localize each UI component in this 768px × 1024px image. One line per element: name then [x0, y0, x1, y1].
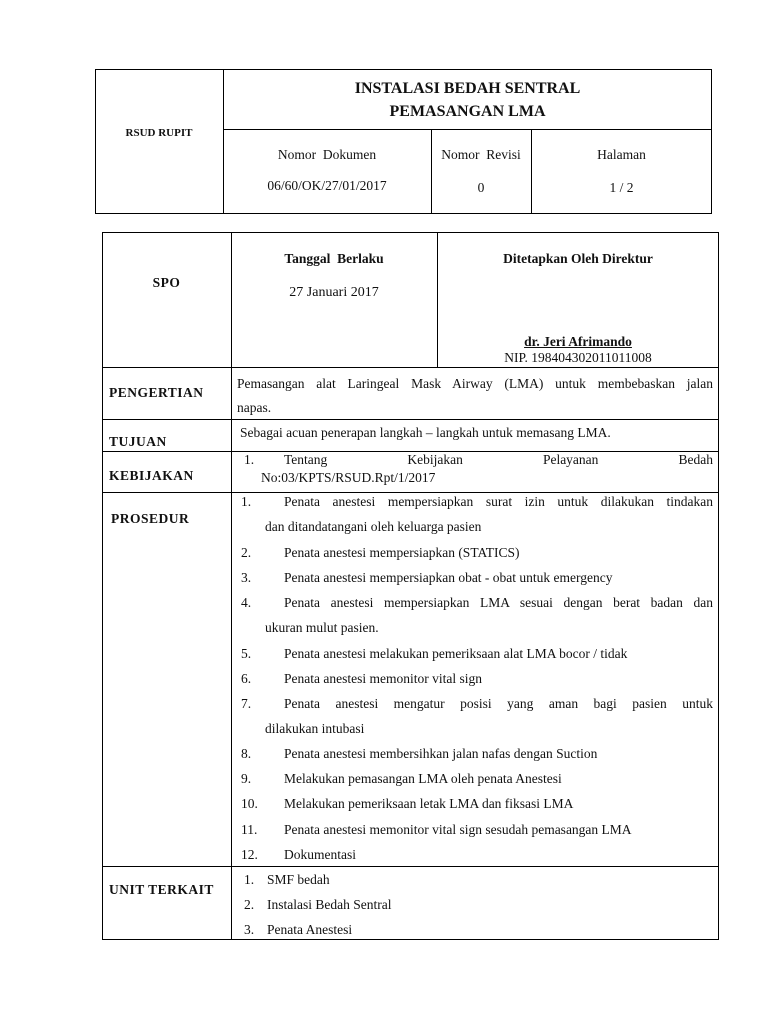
- revision-value: 0: [477, 180, 485, 195]
- spo-label: SPO: [152, 275, 181, 290]
- list-item: 5.: [241, 646, 252, 661]
- list-item-text: Melakukan pemasangan LMA oleh penata Anestesi: [284, 771, 562, 786]
- pengertian-text-line1: Pemasangan alat Laringeal Mask Airway (LMA) untuk membebaskan jalan: [237, 376, 713, 391]
- kebijakan-label: KEBIJAKAN: [109, 468, 194, 483]
- pengertian-label: PENGERTIAN: [109, 385, 204, 400]
- doc-number-value: 06/60/OK/27/01/2017: [267, 178, 387, 193]
- kebijakan-text-line1: [284, 452, 713, 468]
- approved-by-label: Ditetapkan Oleh Direktur: [503, 251, 653, 266]
- list-item: 3. Penata Anestesi: [244, 922, 353, 937]
- list-item-text: Penata anestesi mempersiapkan LMA sesuai dengan berat badan dan: [284, 595, 713, 610]
- doc-number-label: Nomor Dokumen: [277, 147, 377, 162]
- list-item: 11.: [241, 822, 258, 837]
- list-item-text: dan ditandatangani oleh keluarga pasien: [265, 519, 482, 534]
- list-item: 8.: [241, 746, 252, 761]
- revision-label: Nomor Revisi: [441, 147, 521, 162]
- list-item: 9.: [241, 771, 252, 786]
- director-name: dr. Jeri Afrimando: [524, 334, 632, 349]
- list-item-text: dilakukan intubasi: [265, 721, 365, 736]
- effective-date-label: Tanggal Berlaku: [284, 251, 384, 266]
- list-item-text: Penata anestesi memonitor vital sign sesudah pemasangan LMA: [284, 822, 632, 837]
- list-item-text: Penata anestesi melakukan pemeriksaan alat LMA bocor / tidak: [284, 646, 628, 661]
- effective-date-value: 27 Januari 2017: [289, 285, 379, 300]
- tujuan-text: Sebagai acuan penerapan langkah – langkah untuk memasang LMA.: [240, 425, 611, 440]
- list-item: 2. Instalasi Bedah Sentral: [244, 897, 392, 912]
- document-title: PEMASANGAN LMA: [389, 103, 546, 120]
- list-item-text: Penata anestesi memonitor vital sign: [284, 671, 482, 686]
- kebijakan-word: Kebijakan: [407, 452, 463, 467]
- page-label: Halaman: [597, 147, 646, 162]
- list-item-text: Penata anestesi membersihkan jalan nafas dengan Suction: [284, 746, 598, 761]
- unit-terkait-label: UNIT TERKAIT: [109, 882, 214, 897]
- list-item: 2.: [241, 545, 252, 560]
- list-item: 10.: [241, 796, 258, 811]
- list-item-text: Dokumentasi: [284, 847, 356, 862]
- list-item-text: Penata anestesi mempersiapkan obat - obat untuk emergency: [284, 570, 613, 585]
- list-item: 3.: [241, 570, 252, 585]
- list-item: 6.: [241, 671, 252, 686]
- director-nip: NIP. 198404302011011008: [504, 350, 652, 365]
- list-item: 4.: [241, 595, 252, 610]
- kebijakan-number: 1.: [244, 452, 255, 467]
- list-item-text: Penata anestesi mengatur posisi yang aman bagi pasien untuk: [284, 696, 713, 711]
- list-item-text: Melakukan pemeriksaan letak LMA dan fiksasi LMA: [284, 796, 574, 811]
- list-item: 12.: [241, 847, 258, 862]
- kebijakan-text-line2: No:03/KPTS/RSUD.Rpt/1/2017: [261, 470, 436, 485]
- kebijakan-word: Tentang: [284, 452, 328, 467]
- list-item-text: Penata anestesi mempersiapkan (STATICS): [284, 545, 520, 560]
- list-item: 7.: [241, 696, 252, 711]
- pengertian-text-line2: napas.: [237, 400, 272, 415]
- unit-title: INSTALASI BEDAH SENTRAL: [354, 80, 581, 97]
- prosedur-label: PROSEDUR: [111, 511, 190, 526]
- list-item: 1. SMF bedah: [244, 872, 330, 887]
- list-item: 1.: [241, 494, 252, 509]
- list-item-text: Penata anestesi mempersiapkan surat izin untuk dilakukan tindakan: [284, 494, 713, 509]
- page-value: 1 / 2: [609, 180, 634, 195]
- list-item-text: ukuran mulut pasien.: [265, 620, 379, 635]
- tujuan-label: TUJUAN: [109, 434, 167, 449]
- kebijakan-word: Bedah: [678, 452, 713, 467]
- kebijakan-word: Pelayanan: [542, 452, 599, 467]
- hospital-name: RSUD RUPIT: [125, 127, 193, 139]
